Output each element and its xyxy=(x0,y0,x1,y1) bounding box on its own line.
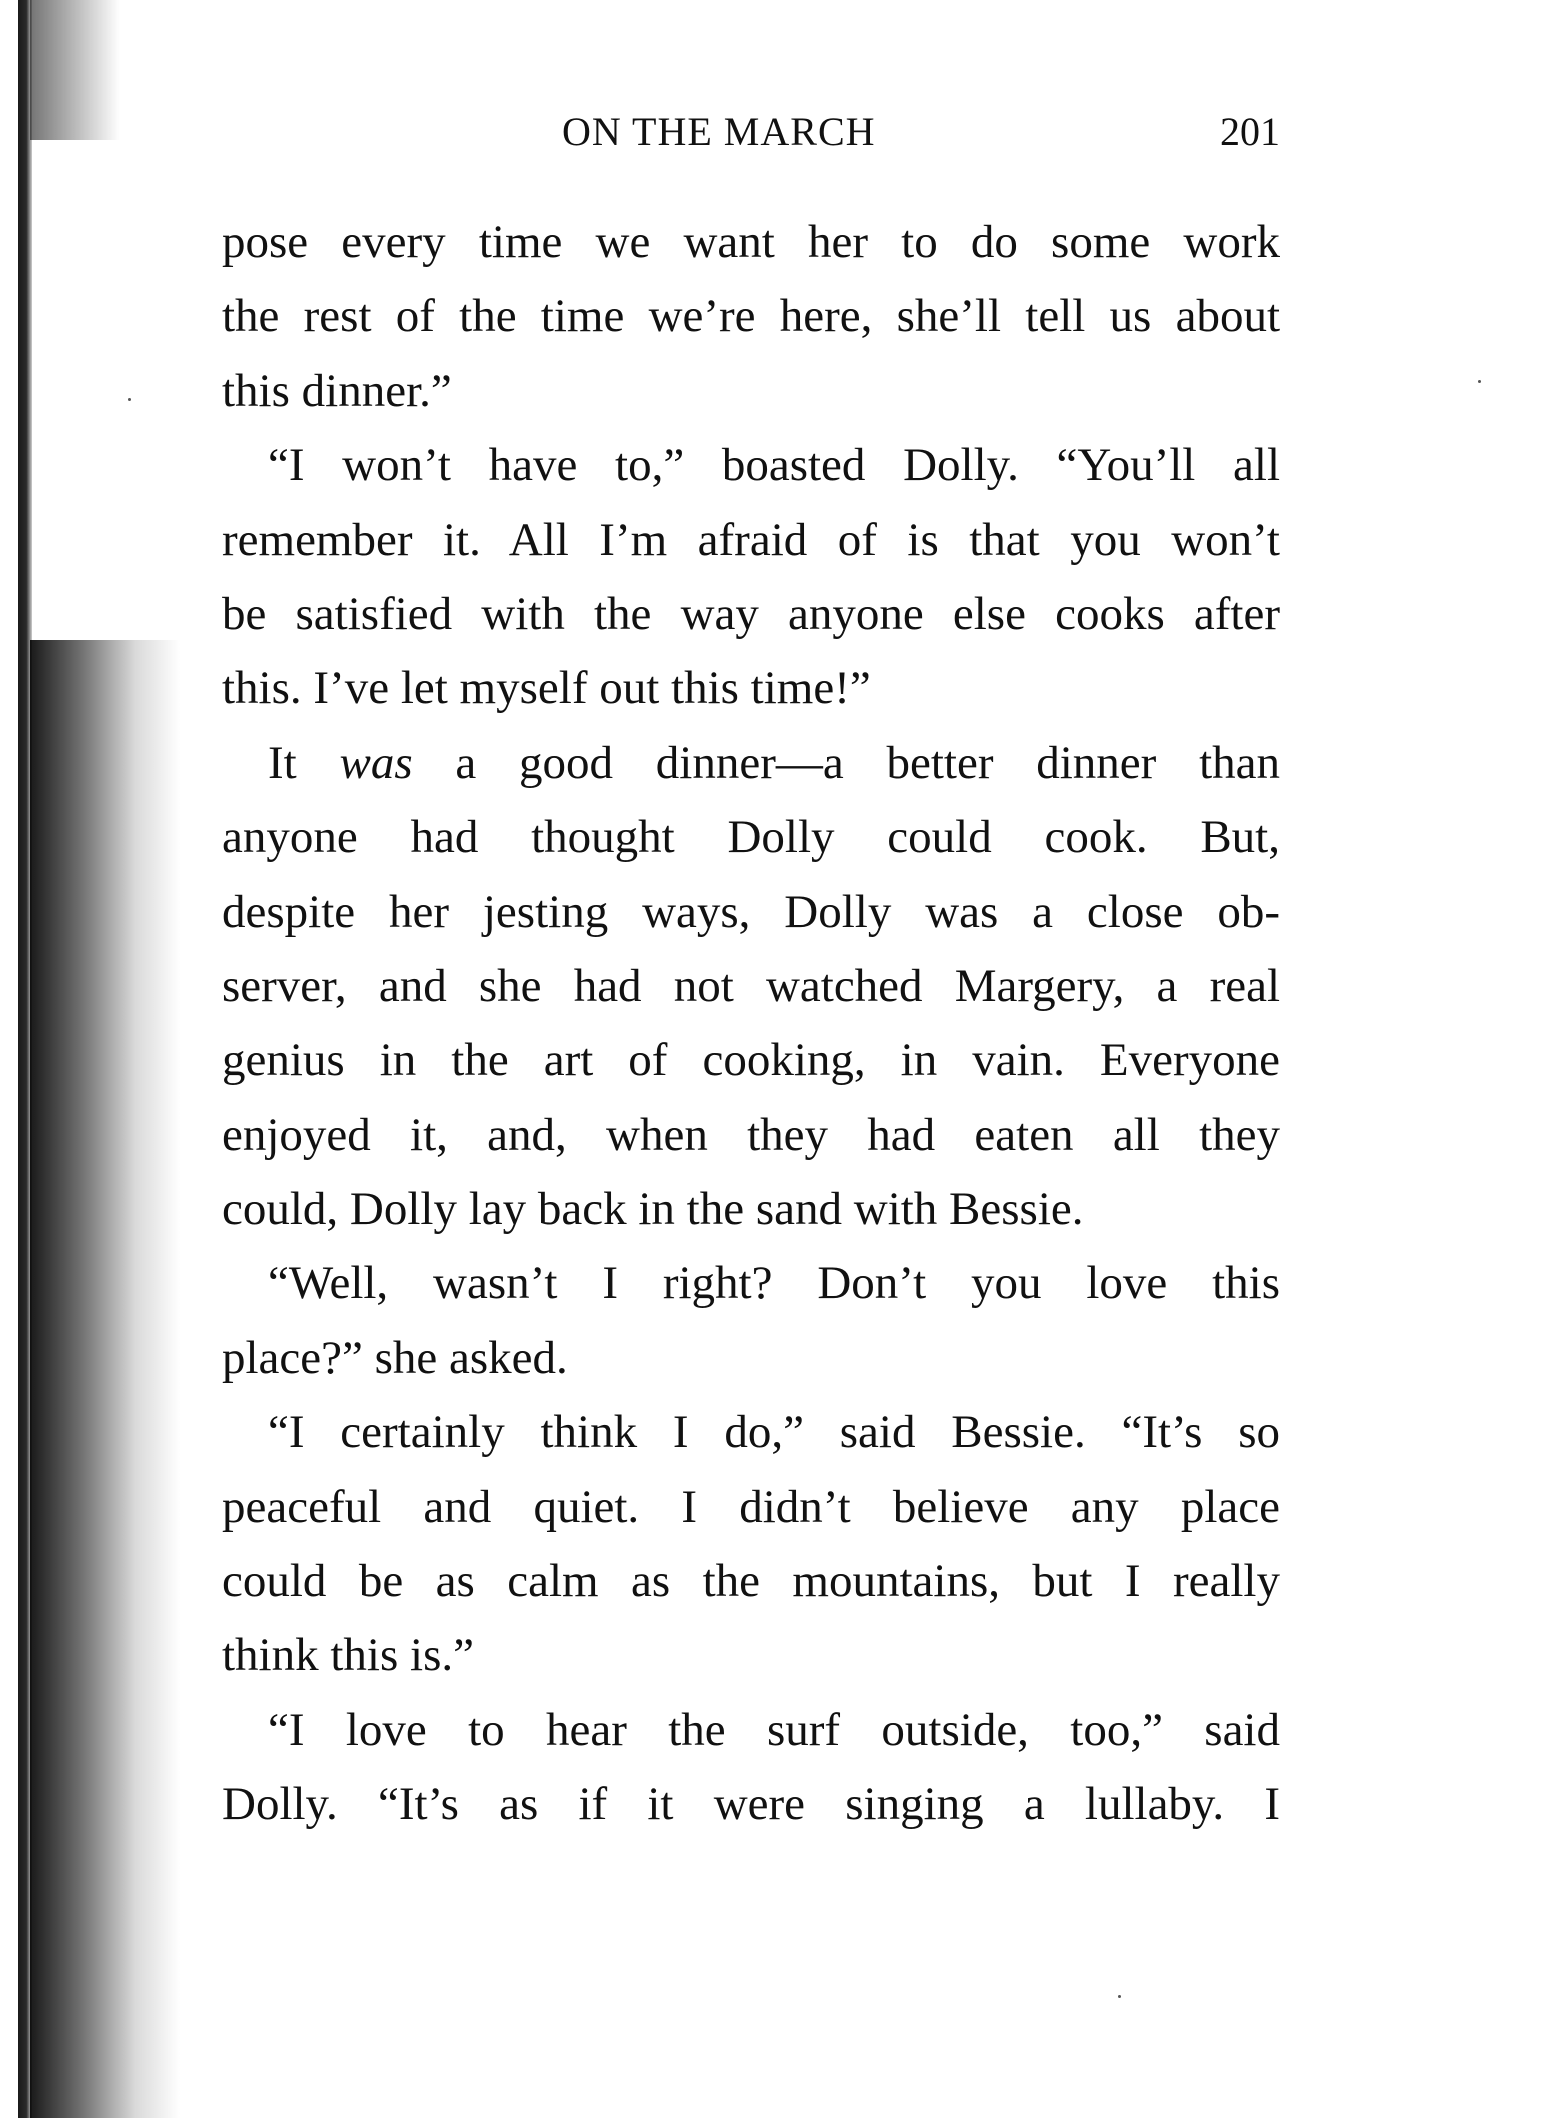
text-line: be satisfied with the way anyone else cooks after xyxy=(222,587,1280,640)
text-line: place?” she asked. xyxy=(222,1331,568,1384)
body-text xyxy=(222,205,1280,1842)
text-line: think this is.” xyxy=(222,1629,474,1682)
scan-speck xyxy=(128,398,131,401)
text-line: enjoyed it, and, when they had eaten all they xyxy=(222,1108,1280,1161)
text-line: “Well, wasn’t I right? Don’t you love this xyxy=(268,1257,1280,1310)
text-line xyxy=(222,726,1280,800)
text-line: despite her jesting ways, Dolly was a close ob- xyxy=(222,885,1280,938)
scan-speck xyxy=(1478,380,1481,383)
scan-speck xyxy=(1118,1995,1121,1998)
text-line: peaceful and quiet. I didn’t believe any place xyxy=(222,1480,1280,1533)
text-segment: It xyxy=(268,736,297,789)
text-line: pose every time we want her to do some work xyxy=(222,216,1280,268)
text-line: remember it. All I’m afraid of is that you won’t xyxy=(222,513,1280,566)
binding-shadow xyxy=(30,640,180,2118)
text-line: the rest of the time we’re here, she’ll tell us about xyxy=(222,290,1280,343)
text-line: genius in the art of cooking, in vain. Everyone xyxy=(222,1034,1280,1087)
text-line: anyone had thought Dolly could cook. But, xyxy=(222,811,1280,864)
binding-shadow-top xyxy=(30,0,120,140)
text-line: server, and she had not watched Margery, a real xyxy=(222,959,1280,1012)
text-line: could, Dolly lay back in the sand with Bessie. xyxy=(222,1183,1084,1236)
running-head xyxy=(222,108,1280,168)
text-segment: a good dinner—a better dinner than xyxy=(455,736,1280,789)
emphasis-text: was xyxy=(339,736,413,789)
page-number: 201 xyxy=(1220,109,1280,154)
text-line: this dinner.” xyxy=(222,364,452,417)
text-line: Dolly. “It’s as if it were singing a lullaby. I xyxy=(222,1778,1280,1831)
text-line: could be as calm as the mountains, but I really xyxy=(222,1555,1280,1608)
running-title: ON THE MARCH xyxy=(562,109,876,154)
text-line: “I won’t have to,” boasted Dolly. “You’ll all xyxy=(268,439,1280,492)
text-line: “I love to hear the surf outside, too,” said xyxy=(268,1703,1280,1756)
text-line: “I certainly think I do,” said Bessie. “It’s so xyxy=(268,1406,1280,1459)
text-line: this. I’ve let myself out this time!” xyxy=(222,662,871,715)
